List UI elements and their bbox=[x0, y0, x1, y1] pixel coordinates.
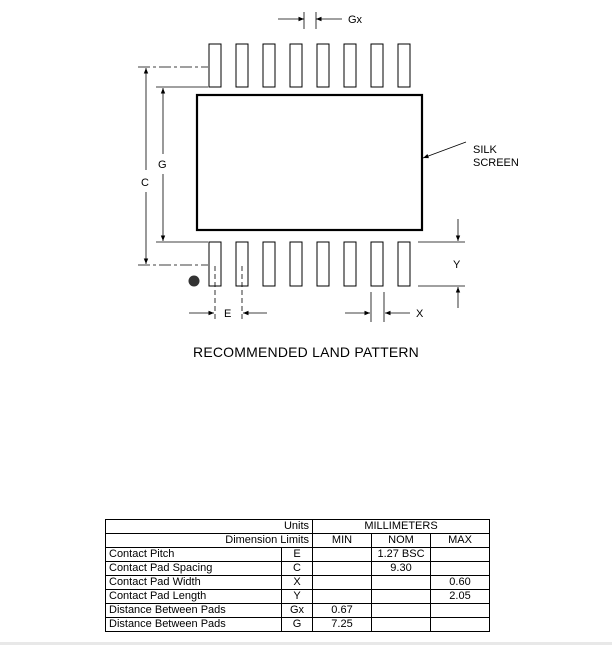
silk-label-line1: SILK bbox=[473, 144, 497, 156]
value-nom bbox=[372, 576, 431, 590]
header-row bbox=[106, 534, 490, 548]
e-label: E bbox=[224, 308, 232, 320]
top-pad bbox=[290, 44, 302, 87]
diagram-title: RECOMMENDED LAND PATTERN bbox=[193, 344, 419, 360]
value-nom: 1.27 BSC bbox=[372, 548, 431, 562]
col-nom: NOM bbox=[372, 534, 431, 548]
value-nom bbox=[372, 604, 431, 618]
silk-screen-callout bbox=[423, 142, 519, 169]
units-value: MILLIMETERS bbox=[313, 520, 490, 534]
top-pad bbox=[263, 44, 275, 87]
value-max bbox=[431, 618, 490, 632]
dimension-name: Distance Between Pads bbox=[106, 604, 282, 618]
dimension-limits-label: Dimension Limits bbox=[106, 534, 313, 548]
table-row bbox=[106, 590, 490, 604]
dimension-symbol: X bbox=[282, 576, 313, 590]
dimension-name: Contact Pad Spacing bbox=[106, 562, 282, 576]
dimension-symbol: C bbox=[282, 562, 313, 576]
bottom-pad bbox=[317, 242, 329, 286]
value-max bbox=[431, 604, 490, 618]
value-nom bbox=[372, 590, 431, 604]
units-row bbox=[106, 520, 490, 534]
value-max: 2.05 bbox=[431, 590, 490, 604]
table-row bbox=[106, 548, 490, 562]
bottom-pad bbox=[290, 242, 302, 286]
g-dimension bbox=[156, 87, 208, 242]
bottom-pad bbox=[371, 242, 383, 286]
value-min bbox=[313, 576, 372, 590]
dimension-symbol: Y bbox=[282, 590, 313, 604]
e-dimension bbox=[189, 266, 267, 320]
bottom-pad-row bbox=[209, 242, 410, 286]
value-min: 0.67 bbox=[313, 604, 372, 618]
bottom-pad bbox=[344, 242, 356, 286]
bottom-pad bbox=[263, 242, 275, 286]
pin1-marker bbox=[189, 276, 200, 287]
dimension-symbol: Gx bbox=[282, 604, 313, 618]
top-pad bbox=[344, 44, 356, 87]
dimension-name: Distance Between Pads bbox=[106, 618, 282, 632]
bottom-pad bbox=[236, 242, 248, 286]
col-min: MIN bbox=[313, 534, 372, 548]
top-pad-row bbox=[209, 44, 410, 87]
value-nom: 9.30 bbox=[372, 562, 431, 576]
x-label: X bbox=[416, 308, 424, 320]
x-dimension bbox=[345, 292, 424, 322]
value-min bbox=[313, 562, 372, 576]
top-pad bbox=[398, 44, 410, 87]
gx-label: Gx bbox=[348, 14, 363, 26]
value-min bbox=[313, 590, 372, 604]
table-row bbox=[106, 562, 490, 576]
value-min: 7.25 bbox=[313, 618, 372, 632]
dimensions-table bbox=[105, 519, 490, 632]
dimension-name: Contact Pad Length bbox=[106, 590, 282, 604]
col-max: MAX bbox=[431, 534, 490, 548]
table-row bbox=[106, 604, 490, 618]
dimension-name: Contact Pad Width bbox=[106, 576, 282, 590]
top-pad bbox=[236, 44, 248, 87]
bottom-pad bbox=[209, 242, 221, 286]
bottom-pad bbox=[398, 242, 410, 286]
value-max: 0.60 bbox=[431, 576, 490, 590]
value-max bbox=[431, 562, 490, 576]
top-pad bbox=[317, 44, 329, 87]
gx-dimension bbox=[278, 12, 363, 29]
silk-screen-outline bbox=[197, 95, 422, 230]
dimension-symbol: G bbox=[282, 618, 313, 632]
dimension-name: Contact Pitch bbox=[106, 548, 282, 562]
y-dimension bbox=[418, 219, 465, 308]
value-nom bbox=[372, 618, 431, 632]
value-max bbox=[431, 548, 490, 562]
value-min bbox=[313, 548, 372, 562]
units-label: Units bbox=[106, 520, 313, 534]
g-label: G bbox=[158, 159, 167, 171]
top-pad bbox=[209, 44, 221, 87]
c-label: C bbox=[141, 177, 149, 189]
y-label: Y bbox=[453, 259, 461, 271]
table-row bbox=[106, 618, 490, 632]
silk-label-line2: SCREEN bbox=[473, 157, 519, 169]
dimension-symbol: E bbox=[282, 548, 313, 562]
table-row bbox=[106, 576, 490, 590]
top-pad bbox=[371, 44, 383, 87]
